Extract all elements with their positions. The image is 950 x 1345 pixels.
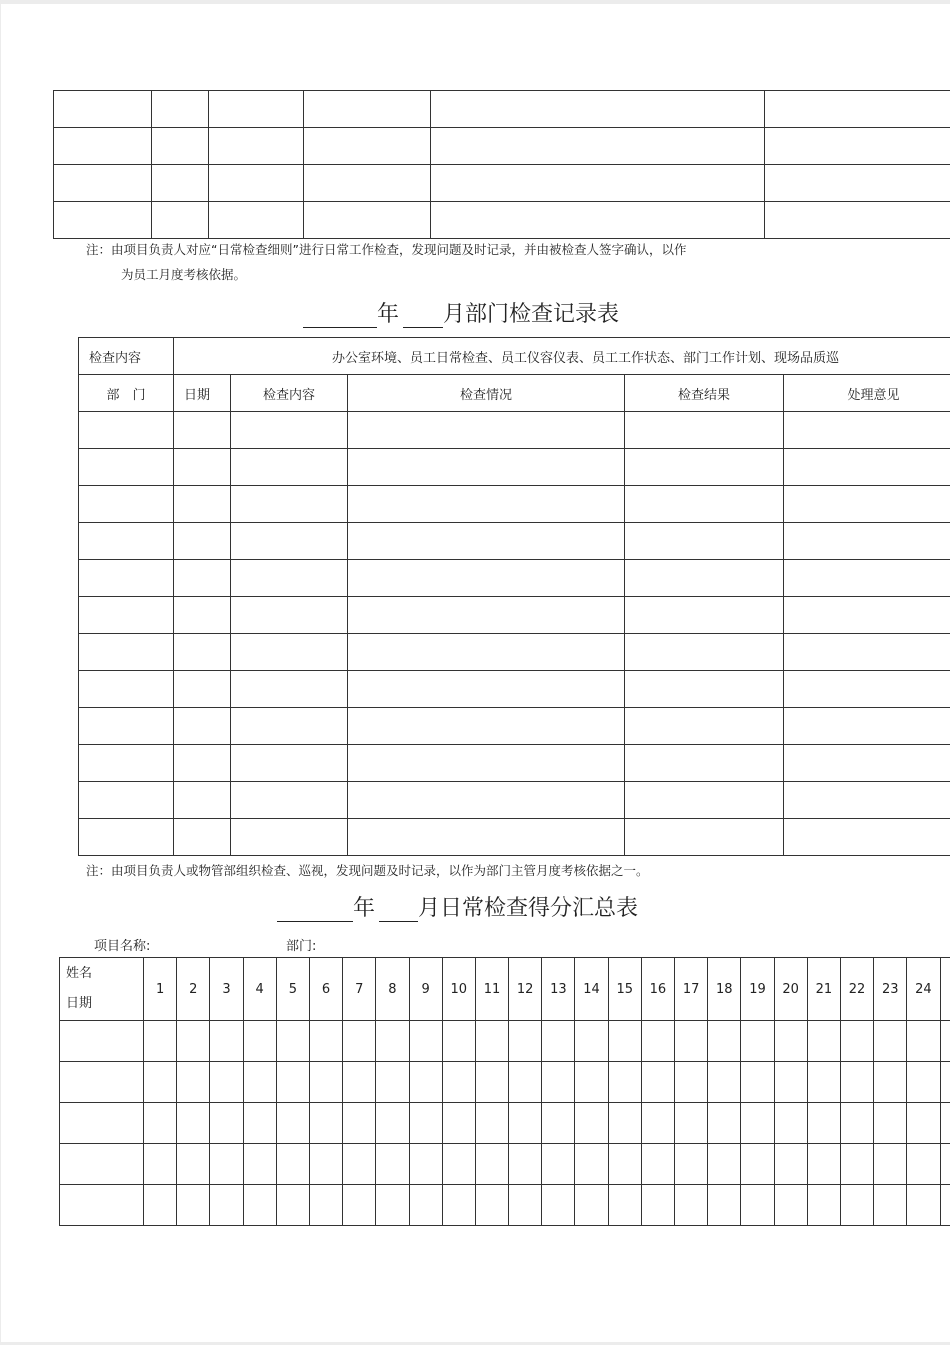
table-cell[interactable] (79, 560, 174, 597)
table-cell[interactable] (348, 671, 625, 708)
score-cell[interactable] (144, 1103, 177, 1144)
score-cell[interactable] (641, 1144, 674, 1185)
score-cell[interactable] (641, 1103, 674, 1144)
table-cell[interactable] (625, 486, 784, 523)
table-cell[interactable] (348, 412, 625, 449)
score-cell[interactable] (907, 1062, 940, 1103)
table-row (79, 560, 950, 597)
table-cell[interactable] (174, 634, 231, 671)
table-cell[interactable] (174, 486, 231, 523)
day-header: 3 (210, 958, 243, 1021)
table-cell[interactable] (231, 412, 348, 449)
score-cell[interactable] (774, 1021, 807, 1062)
score-cell[interactable] (608, 1103, 641, 1144)
score-cell[interactable] (144, 1144, 177, 1185)
table-cell[interactable] (304, 202, 431, 239)
top-continued-table (53, 90, 950, 239)
table-row (60, 1103, 950, 1144)
table-cell[interactable] (54, 165, 152, 202)
table-cell[interactable] (231, 782, 348, 819)
table-row (54, 128, 950, 165)
score-cell[interactable] (907, 1021, 940, 1062)
table-row (54, 202, 950, 239)
score-cell[interactable] (741, 1021, 774, 1062)
table-cell[interactable] (784, 523, 950, 560)
day-header: 7 (343, 958, 376, 1021)
table-cell[interactable] (765, 128, 950, 165)
score-summary-table (59, 957, 950, 1226)
table-cell[interactable] (79, 708, 174, 745)
score-cell[interactable] (475, 1185, 508, 1226)
table-cell[interactable] (209, 165, 304, 202)
table-cell[interactable] (174, 819, 231, 856)
table-cell[interactable] (348, 560, 625, 597)
table-cell[interactable] (174, 412, 231, 449)
score-cell[interactable] (60, 1021, 144, 1062)
table-cell[interactable] (231, 708, 348, 745)
table-cell[interactable] (625, 560, 784, 597)
table-cell[interactable] (174, 560, 231, 597)
score-table-title: 年 月日常检查得分汇总表 (277, 891, 638, 922)
score-cell[interactable] (608, 1062, 641, 1103)
year-blank[interactable] (277, 901, 353, 922)
score-cell[interactable] (840, 1185, 873, 1226)
table-cell[interactable] (348, 782, 625, 819)
day-header-overflow (940, 958, 950, 1021)
table-cell[interactable] (348, 597, 625, 634)
score-cell[interactable] (608, 1021, 641, 1062)
table-row (60, 1185, 950, 1226)
score-header-row (60, 958, 950, 1021)
score-cell[interactable] (442, 1185, 475, 1226)
score-cell[interactable] (309, 1103, 342, 1144)
table-cell[interactable] (784, 634, 950, 671)
table-cell[interactable] (625, 597, 784, 634)
table-cell[interactable] (784, 671, 950, 708)
score-cell[interactable] (210, 1021, 243, 1062)
score-cell[interactable] (708, 1021, 741, 1062)
day-header: 13 (542, 958, 575, 1021)
score-cell[interactable] (874, 1185, 907, 1226)
table-cell[interactable] (348, 634, 625, 671)
day-header: 9 (409, 958, 442, 1021)
table-cell[interactable] (231, 486, 348, 523)
project-name-label: 项目名称: (94, 939, 151, 954)
score-cell[interactable] (907, 1185, 940, 1226)
score-cell[interactable] (874, 1021, 907, 1062)
day-header: 23 (874, 958, 907, 1021)
score-cell[interactable] (144, 1021, 177, 1062)
header-result: 检查结果 (625, 375, 784, 412)
score-cell[interactable] (575, 1185, 608, 1226)
table-row (79, 745, 950, 782)
score-cell[interactable] (675, 1062, 708, 1103)
table-cell[interactable] (79, 671, 174, 708)
table-cell[interactable] (625, 745, 784, 782)
score-cell[interactable] (840, 1062, 873, 1103)
score-cell[interactable] (309, 1021, 342, 1062)
check-content-value: 办公室环境、员工日常检查、员工仪容仪表、员工工作状态、部门工作计划、现场品质巡 (174, 338, 950, 375)
table-row (79, 412, 950, 449)
score-cell[interactable] (807, 1062, 840, 1103)
table-cell[interactable] (174, 523, 231, 560)
score-cell[interactable] (409, 1103, 442, 1144)
score-cell[interactable] (542, 1144, 575, 1185)
table-cell[interactable] (784, 597, 950, 634)
score-cell[interactable] (542, 1103, 575, 1144)
table-row (79, 634, 950, 671)
table-row (79, 597, 950, 634)
month-blank[interactable] (403, 307, 443, 328)
score-cell[interactable] (343, 1144, 376, 1185)
table-cell[interactable] (152, 202, 209, 239)
score-cell[interactable] (475, 1144, 508, 1185)
score-cell[interactable] (741, 1144, 774, 1185)
table-cell[interactable] (209, 128, 304, 165)
table-cell[interactable] (784, 819, 950, 856)
table-cell[interactable] (625, 634, 784, 671)
table-cell[interactable] (174, 671, 231, 708)
score-cell[interactable] (475, 1021, 508, 1062)
table-cell[interactable] (79, 819, 174, 856)
table-cell[interactable] (174, 708, 231, 745)
score-cell[interactable] (243, 1185, 276, 1226)
score-cell[interactable] (675, 1185, 708, 1226)
header-opinion: 处理意见 (784, 375, 950, 412)
table-cell[interactable] (54, 202, 152, 239)
score-cell[interactable] (874, 1103, 907, 1144)
score-cell[interactable] (509, 1062, 542, 1103)
score-cell[interactable] (442, 1021, 475, 1062)
table-cell[interactable] (765, 202, 950, 239)
score-cell[interactable] (874, 1144, 907, 1185)
table-cell[interactable] (231, 597, 348, 634)
table-cell[interactable] (79, 745, 174, 782)
header-date: 日期 (174, 375, 231, 412)
score-cell[interactable] (376, 1185, 409, 1226)
table-cell[interactable] (304, 165, 431, 202)
score-cell[interactable] (177, 1144, 210, 1185)
score-cell[interactable] (807, 1144, 840, 1185)
check-content-label: 检查内容 (79, 338, 174, 375)
name-date-corner: 姓名 日期 (60, 958, 144, 1021)
day-header: 4 (243, 958, 276, 1021)
day-header: 12 (509, 958, 542, 1021)
table-cell[interactable] (348, 745, 625, 782)
table-cell[interactable] (625, 708, 784, 745)
score-cell[interactable] (343, 1103, 376, 1144)
score-cell[interactable] (376, 1062, 409, 1103)
table-row (79, 523, 950, 560)
table-row (60, 1021, 950, 1062)
score-cell[interactable] (177, 1021, 210, 1062)
document-page (1, 4, 950, 1342)
table-cell[interactable] (784, 745, 950, 782)
score-cell[interactable] (376, 1144, 409, 1185)
table-cell[interactable] (79, 449, 174, 486)
table-row (79, 671, 950, 708)
score-cell[interactable] (343, 1185, 376, 1226)
score-cell[interactable] (409, 1062, 442, 1103)
table-cell[interactable] (152, 128, 209, 165)
table-cell[interactable] (54, 91, 152, 128)
day-header: 8 (376, 958, 409, 1021)
score-cell[interactable] (210, 1185, 243, 1226)
score-cell[interactable] (542, 1062, 575, 1103)
table-cell[interactable] (79, 634, 174, 671)
score-cell[interactable] (774, 1144, 807, 1185)
score-cell[interactable] (144, 1185, 177, 1226)
table-cell[interactable] (209, 202, 304, 239)
score-cell[interactable] (641, 1021, 674, 1062)
score-cell[interactable] (940, 1103, 950, 1144)
score-cell[interactable] (575, 1144, 608, 1185)
day-header: 22 (840, 958, 873, 1021)
dept-label: 部门: (286, 939, 317, 954)
score-cell[interactable] (475, 1103, 508, 1144)
header-content: 检查内容 (231, 375, 348, 412)
table-cell[interactable] (784, 449, 950, 486)
table-cell[interactable] (79, 412, 174, 449)
score-cell[interactable] (542, 1185, 575, 1226)
table-cell[interactable] (625, 819, 784, 856)
score-cell[interactable] (442, 1103, 475, 1144)
score-cell[interactable] (144, 1062, 177, 1103)
table-cell[interactable] (152, 165, 209, 202)
table-cell[interactable] (348, 486, 625, 523)
score-cell[interactable] (708, 1103, 741, 1144)
table-cell[interactable] (625, 782, 784, 819)
score-cell[interactable] (442, 1144, 475, 1185)
score-cell[interactable] (177, 1185, 210, 1226)
score-cell[interactable] (60, 1062, 144, 1103)
score-cell[interactable] (177, 1103, 210, 1144)
score-cell[interactable] (608, 1144, 641, 1185)
score-cell[interactable] (940, 1144, 950, 1185)
score-cell[interactable] (309, 1144, 342, 1185)
score-cell[interactable] (575, 1062, 608, 1103)
score-cell[interactable] (210, 1103, 243, 1144)
score-cell[interactable] (509, 1185, 542, 1226)
table-cell[interactable] (784, 412, 950, 449)
table-cell[interactable] (152, 91, 209, 128)
table-cell[interactable] (231, 745, 348, 782)
score-cell[interactable] (542, 1021, 575, 1062)
score-cell[interactable] (807, 1021, 840, 1062)
score-cell[interactable] (741, 1185, 774, 1226)
table-cell[interactable] (79, 597, 174, 634)
score-cell[interactable] (276, 1144, 309, 1185)
score-cell[interactable] (475, 1062, 508, 1103)
table-cell[interactable] (348, 449, 625, 486)
score-cell[interactable] (575, 1021, 608, 1062)
score-cell[interactable] (243, 1103, 276, 1144)
table-cell[interactable] (765, 165, 950, 202)
score-cell[interactable] (840, 1021, 873, 1062)
score-cell[interactable] (343, 1062, 376, 1103)
day-header: 5 (276, 958, 309, 1021)
score-cell[interactable] (60, 1103, 144, 1144)
header-department: 部 门 (79, 375, 174, 412)
day-header: 15 (608, 958, 641, 1021)
score-cell[interactable] (940, 1021, 950, 1062)
table-row (54, 91, 950, 128)
table-cell[interactable] (348, 708, 625, 745)
score-cell[interactable] (243, 1021, 276, 1062)
day-header: 16 (641, 958, 674, 1021)
score-cell[interactable] (442, 1062, 475, 1103)
day-header: 14 (575, 958, 608, 1021)
table-row (79, 708, 950, 745)
score-cell[interactable] (675, 1144, 708, 1185)
score-cell[interactable] (243, 1062, 276, 1103)
table-row (79, 819, 950, 856)
note-dept-check: 注：由项目负责人或物管部组织检查、巡视，发现问题及时记录，以作为部门主管月度考核依据之一。 (86, 863, 649, 878)
table-cell[interactable] (304, 128, 431, 165)
table-row (54, 165, 950, 202)
score-cell[interactable] (276, 1103, 309, 1144)
day-header: 21 (807, 958, 840, 1021)
score-cell[interactable] (376, 1103, 409, 1144)
table-cell[interactable] (625, 671, 784, 708)
score-cell[interactable] (708, 1185, 741, 1226)
table-cell[interactable] (784, 486, 950, 523)
score-cell[interactable] (807, 1103, 840, 1144)
table-cell[interactable] (348, 819, 625, 856)
score-cell[interactable] (774, 1185, 807, 1226)
score-cell[interactable] (60, 1144, 144, 1185)
table-cell[interactable] (304, 91, 431, 128)
score-cell[interactable] (376, 1021, 409, 1062)
score-cell[interactable] (774, 1062, 807, 1103)
day-header: 17 (675, 958, 708, 1021)
table-cell[interactable] (79, 782, 174, 819)
table-cell[interactable] (431, 202, 765, 239)
score-cell[interactable] (210, 1144, 243, 1185)
table-cell[interactable] (625, 449, 784, 486)
table-cell[interactable] (174, 745, 231, 782)
table-row (79, 782, 950, 819)
score-cell[interactable] (575, 1103, 608, 1144)
table-cell[interactable] (231, 523, 348, 560)
note-daily-check: 注：由项目负责人对应“日常检查细则”进行日常工作检查，发现问题及时记录，并由被检查人签字确认，以作 为员工月度考核依据。 (86, 242, 687, 282)
table-cell[interactable] (348, 523, 625, 560)
table-cell[interactable] (784, 708, 950, 745)
score-cell[interactable] (177, 1062, 210, 1103)
score-cell[interactable] (343, 1021, 376, 1062)
table-row (60, 1144, 950, 1185)
day-header: 10 (442, 958, 475, 1021)
dept-inspection-table (78, 337, 950, 856)
table-cell[interactable] (209, 91, 304, 128)
dept-header-row (79, 375, 950, 412)
table-row (79, 486, 950, 523)
table-cell[interactable] (784, 782, 950, 819)
day-header: 2 (177, 958, 210, 1021)
score-cell[interactable] (774, 1103, 807, 1144)
score-cell[interactable] (509, 1144, 542, 1185)
year-blank[interactable] (303, 307, 377, 328)
table-row (60, 1062, 950, 1103)
day-header: 6 (309, 958, 342, 1021)
table-cell[interactable] (174, 782, 231, 819)
score-cell[interactable] (874, 1062, 907, 1103)
score-cell[interactable] (741, 1103, 774, 1144)
score-cell[interactable] (509, 1103, 542, 1144)
table-cell[interactable] (79, 486, 174, 523)
day-header: 11 (475, 958, 508, 1021)
table-cell[interactable] (79, 523, 174, 560)
table-cell[interactable] (784, 560, 950, 597)
score-cell[interactable] (708, 1144, 741, 1185)
score-cell[interactable] (708, 1062, 741, 1103)
score-cell[interactable] (675, 1103, 708, 1144)
score-cell[interactable] (608, 1185, 641, 1226)
score-cell[interactable] (409, 1144, 442, 1185)
header-situation: 检查情况 (348, 375, 625, 412)
score-cell[interactable] (675, 1021, 708, 1062)
score-cell[interactable] (940, 1185, 950, 1226)
score-cell[interactable] (741, 1062, 774, 1103)
table-cell[interactable] (231, 449, 348, 486)
table-cell[interactable] (765, 91, 950, 128)
score-cell[interactable] (907, 1144, 940, 1185)
month-blank[interactable] (379, 901, 418, 922)
score-cell[interactable] (60, 1185, 144, 1226)
score-cell[interactable] (840, 1103, 873, 1144)
day-header: 1 (144, 958, 177, 1021)
score-cell[interactable] (409, 1185, 442, 1226)
score-cell[interactable] (641, 1185, 674, 1226)
table-cell[interactable] (231, 560, 348, 597)
score-cell[interactable] (309, 1185, 342, 1226)
score-cell[interactable] (276, 1062, 309, 1103)
table-cell[interactable] (174, 597, 231, 634)
score-cell[interactable] (210, 1062, 243, 1103)
table-row (79, 449, 950, 486)
dept-table-title: 年 月部门检查记录表 (303, 297, 619, 328)
day-header: 19 (741, 958, 774, 1021)
score-cell[interactable] (940, 1062, 950, 1103)
table-cell[interactable] (54, 128, 152, 165)
score-cell[interactable] (509, 1021, 542, 1062)
table-cell[interactable] (231, 634, 348, 671)
table-cell[interactable] (231, 819, 348, 856)
score-cell[interactable] (807, 1185, 840, 1226)
score-cell[interactable] (276, 1185, 309, 1226)
table-cell[interactable] (231, 671, 348, 708)
score-cell[interactable] (243, 1144, 276, 1185)
score-cell[interactable] (309, 1062, 342, 1103)
table-cell[interactable] (174, 449, 231, 486)
day-header: 20 (774, 958, 807, 1021)
score-cell[interactable] (907, 1103, 940, 1144)
score-cell[interactable] (276, 1021, 309, 1062)
score-cell[interactable] (409, 1021, 442, 1062)
table-cell[interactable] (431, 91, 765, 128)
day-header: 18 (708, 958, 741, 1021)
table-cell[interactable] (431, 165, 765, 202)
score-cell[interactable] (641, 1062, 674, 1103)
score-cell[interactable] (840, 1144, 873, 1185)
table-cell[interactable] (625, 412, 784, 449)
table-cell[interactable] (431, 128, 765, 165)
day-header: 24 (907, 958, 940, 1021)
table-cell[interactable] (625, 523, 784, 560)
